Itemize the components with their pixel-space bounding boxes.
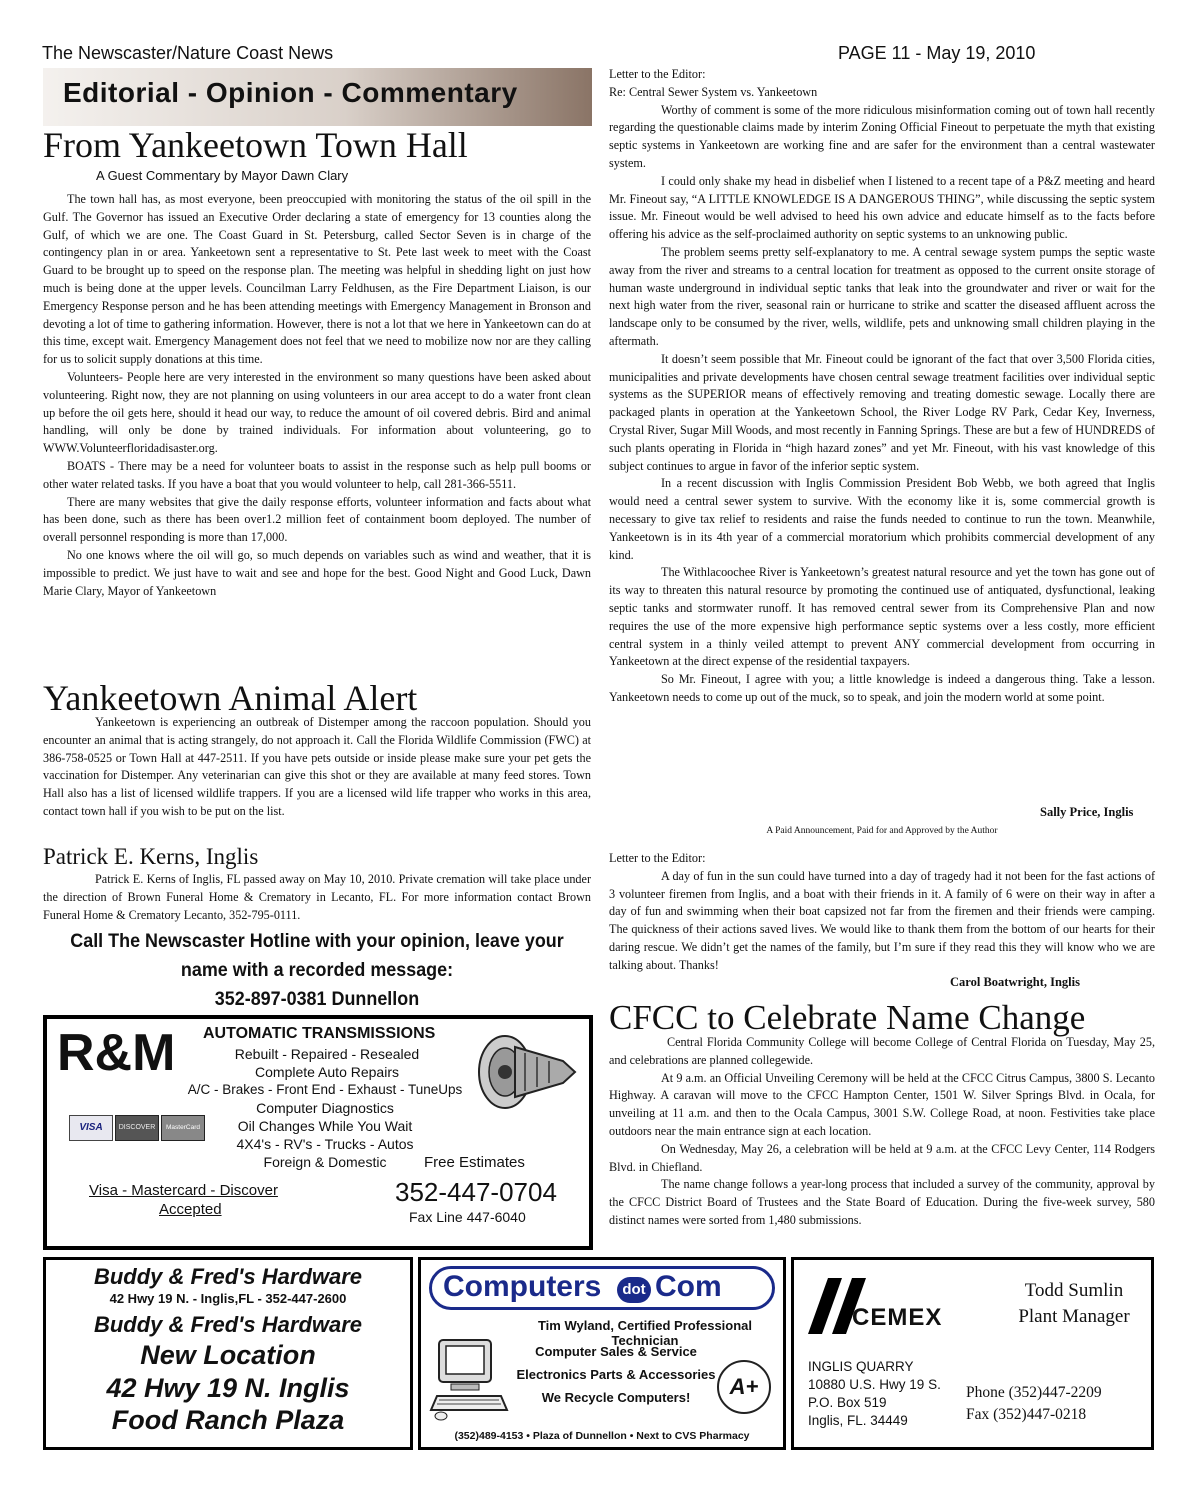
- letter-paragraph: The problem seems pretty self-explanatory to me. A central sewage system pumps the septic waste away from the river and streams to a central location for treatment as opposed to the current onsite storage of human waste underground in individual septic tanks that leak into the groundwater and river or wait for the next high water from the river, seasonal rain or hurricane to strike and scatter the diseased affluent across the landscape only to be consumed by the river, wells, wildlife, pets and unknowing small children playing in the aftermath.: [609, 244, 1155, 348]
- computers-service: We Recycle Computers!: [541, 1390, 691, 1405]
- section-banner-title: Editorial - Opinion - Commentary: [63, 77, 518, 108]
- rm-service: A/C - Brakes - Front End - Exhaust - TuneUps: [187, 1082, 463, 1097]
- rm-free-estimates: Free Estimates: [424, 1154, 525, 1171]
- letter-sewer: [609, 66, 1155, 707]
- hardware-location-address: 42 Hwy 19 N. Inglis: [106, 1373, 350, 1403]
- computers-logo-left: Computers: [443, 1270, 602, 1303]
- rm-service: Oil Changes While You Wait: [237, 1118, 413, 1134]
- obituary-headline: Patrick E. Kerns, Inglis: [43, 844, 259, 869]
- cfcc-article: [609, 1034, 1155, 1230]
- animal-alert-text: Yankeetown is experiencing an outbreak of Distemper among the raccoon population. Should you encounter an animal that is acting strangely, do not approach it. Call the Florida Wildlife Commission (FWC) at 386-758-0525 or Town Hall at 447-2511. If you have pets outside or inside please make sure your pet gets the vaccination for Distemper. Any veterinarian can give this shot or they are available at many feed stores. Town Hall also has a list of licensed wildlife trappers. If you are a licensed wild life trapper who works in this area, contact town hall if you wish to be put on the list.: [43, 715, 591, 818]
- cemex-phone: Phone (352)447-2209: [966, 1384, 1102, 1401]
- rm-transmissions-ad: [43, 1015, 593, 1250]
- letter-paragraph: I could only shake my head in disbelief when I listened to a recent tape of a P&Z meeting and heard Mr. Fineout say, “A LITTLE KNOWLEDGE IS A DANGEROUS THING”, while discussing the septic system issue. Mr. Fineout would be well advised to heed his own advice and educate himself as to the facts before offering his advice as the self-proclaimed authority on septic systems to an unknowing public.: [609, 173, 1155, 242]
- rm-heading: AUTOMATIC TRANSMISSIONS: [203, 1025, 436, 1042]
- rm-fax: Fax Line 447-6040: [409, 1209, 526, 1225]
- hotline-phone: 352-897-0381 Dunnellon: [214, 988, 420, 1010]
- computers-dot-com-ad: [418, 1257, 786, 1450]
- letter-paragraph: Worthy of comment is some of the more ridiculous misinformation coming out of town hall recently regarding the questionable claims made by interim Zoning Official Fineout to perpetuate the myth that existing septic systems in Yankeetown are working fine and are safer for the environment than a central wastewater system.: [609, 102, 1155, 170]
- townhall-headline: From Yankeetown Town Hall: [43, 125, 468, 165]
- hotline-notice: [65, 927, 569, 1014]
- hardware-name: Buddy & Fred's Hardware: [93, 1312, 363, 1337]
- mastercard-card-icon: MasterCard: [161, 1115, 205, 1141]
- a-plus-certified-badge-icon: A+: [717, 1360, 771, 1414]
- letter-paragraph: In a recent discussion with Inglis Commission President Bob Webb, we both agreed that Inglis would need a central sewer system to survive. With the economy like it is, some commercial growth is necessary to give tax relief to residents and raise the funds needed to continue to run the town. Meanwhile, Yankeetown is in its 4th year of a commercial moratorium which prohibits commercial development of any kind.: [609, 476, 1155, 562]
- cemex-fax: Fax (352)447-0218: [966, 1406, 1087, 1423]
- letter-paragraph: The Withlacoochee River is Yankeetown’s greatest natural resource and yet the town has gone out of its way to threaten this natural resource by promoting the continued use of antiquated, dysfunctional, leaking septic tanks and stormwater runoff. It has removed central sewer from its Comprehensive Plan and now requires the use of the more expensive high performance septic systems over a less costly, more efficient central system in a thinly veiled attempt to prevent ANY commercial development from occurring in Yankeetown at the direct expense of the residential taxpayers.: [609, 565, 1155, 669]
- computers-footer: (352)489-4153 • Plaza of Dunnellon • Next to CVS Pharmacy: [454, 1430, 750, 1442]
- cemex-address-line: P.O. Box 519: [808, 1395, 887, 1410]
- computers-service: Electronics Parts & Accessories: [516, 1367, 716, 1382]
- townhall-paragraph: There are many websites that give the daily response efforts, volunteer information and facts about what has been done, such as there has been over1.2 million feet of containment boom deployed. The number of overall personnel responding is more than 17,000.: [43, 494, 591, 545]
- letter-paragraph: It doesn’t seem possible that Mr. Fineout could be ignorant of the fact that over 3,500 Florida cities, municipalities and private developments have chosen central sewage treatment facilities over individual septic systems as the SUPERIOR means of effectively removing and treating domestic sewage. Locally there are packaged plants in operation at the Yankeetown School, the River Lodge RV Park, Cedar Key, Inverness, Crystal River, Sugar Mill Woods, and most recently in Fanning Springs. These are but a few of HUNDREDS of such plants operating in Florida in “high hazard zones” and yet Mr. Fineout, with his vast knowledge of this subject continues to argue in favor of the inferior septic system.: [609, 351, 1155, 473]
- townhall-paragraph: BOATS - There may be a need for volunteer boats to assist in the response such as help pull booms or other water related tasks. If you have a boat that you would volunteer to help, call 281-366-5511.: [43, 458, 591, 491]
- rm-service: 4X4's - RV's - Trucks - Autos: [236, 1136, 414, 1152]
- cemex-address: [808, 1358, 941, 1430]
- computer-icon: [429, 1336, 509, 1422]
- discover-card-icon: DISCOVER: [115, 1115, 159, 1141]
- hardware-address: 42 Hwy 19 N. - Inglis,FL - 352-447-2600: [109, 1291, 347, 1306]
- letter-subject: Re: Central Sewer System vs. Yankeetown: [609, 84, 818, 99]
- letter-salutation: Letter to the Editor:: [609, 67, 706, 81]
- cfcc-paragraph: Central Florida Community College will become College of Central Florida on Tuesday, May 25, and celebrations are planned collegewide.: [609, 1035, 1155, 1067]
- hardware-plaza: Food Ranch Plaza: [111, 1405, 345, 1435]
- cemex-address-line: INGLIS QUARRY: [808, 1359, 914, 1374]
- rm-phone: 352-447-0704: [395, 1177, 557, 1207]
- townhall-paragraph: No one knows where the oil will go, so much depends on variables such as wind and weather, that it is impossible to predict. We just have to wait and see and hope for the best. Good Night and Good Luck, Dawn Marie Clary, Mayor of Yankeetown: [43, 547, 591, 598]
- publication-name: The Newscaster/Nature Coast News: [42, 43, 334, 63]
- computers-services: [503, 1340, 729, 1409]
- cfcc-paragraph: On Wednesday, May 26, a celebration will be held at 9 a.m. at the CFCC Levy Center, 114 Rodgers Blvd. in Chiefland.: [609, 1141, 1155, 1174]
- letter-rescue: [609, 850, 1155, 975]
- hotline-line: Call The Newscaster Hotline with your opinion, leave your: [70, 930, 564, 952]
- letter-signature: Sally Price, Inglis: [1040, 805, 1134, 819]
- townhall-article: [43, 191, 591, 600]
- obituary-text: Patrick E. Kerns of Inglis, FL passed away on May 10, 2010. Private cremation will take place under the direction of Brown Funeral Home & Crematory in Lecanto, FL. For more information contact Brown Funeral Home & Crematory Lecanto, 352-795-0111.: [43, 872, 591, 922]
- cfcc-headline: CFCC to Celebrate Name Change: [609, 998, 1086, 1037]
- hardware-ad: [43, 1257, 413, 1450]
- cemex-contact-title: Plant Manager: [1018, 1306, 1130, 1327]
- cemex-ad: [791, 1257, 1154, 1450]
- transmission-icon: [475, 1029, 579, 1115]
- page-number: PAGE 11 - May 19, 2010: [838, 43, 1036, 63]
- computers-technician: Tim Wyland, Certified Professional Technician: [537, 1318, 753, 1348]
- cfcc-paragraph: The name change follows a year-long process that included a survey of the community, approval by the CFCC District Board of Trustees and the State Board of Education. During the five-week survey, 580 distinct names were sorted from 1,480 submissions.: [609, 1177, 1155, 1227]
- rm-service: Foreign & Domestic: [263, 1154, 387, 1170]
- cemex-logo: CEMEX: [852, 1304, 943, 1331]
- hardware-name: Buddy & Fred's Hardware: [93, 1264, 363, 1289]
- rm-service: Rebuilt - Repaired - Resealed: [234, 1046, 420, 1062]
- letter-signature: Carol Boatwright, Inglis: [950, 975, 1080, 989]
- rm-payment-line: Visa - Mastercard - Discover: [89, 1182, 278, 1199]
- hotline-line: name with a recorded message:: [180, 959, 454, 981]
- letter-paragraph: So Mr. Fineout, I agree with you; a little knowledge is indeed a dangerous thing. Take a lesson. Yankeetown needs to come up out of the muck, so to speak, and join the modern world at some point.: [609, 672, 1155, 704]
- visa-card-icon: VISA: [69, 1115, 113, 1141]
- cfcc-paragraph: At 9 a.m. an Official Unveiling Ceremony will be held at the CFCC Citrus Campus, 3800 S. Lecanto Highway. A caravan will move to the CFCC Hampton Center, 1501 W. Silver Springs Blvd. in Ocala, for unveiling at 11 a.m. and then to the Ocala Campus, 3001 S.W. College Road, at noon. Festivities take place outdoors near the main entrance sign at each location.: [609, 1070, 1155, 1138]
- townhall-paragraph: The town hall has, as most everyone, been preoccupied with monitoring the status of the oil spill in the Gulf. The Governor has issued an Executive Order declaring a state of emergency for 13 counties along the Gulf, of which we are one. The Coast Guard in St. Petersburg, called Sector Seven is in charge of the contingency plan in or area. Yankeetown sent a representative to St. Pete last week to meet with the Coast Guard to be brought up to speed on the response plan. The meeting was helpful in shedding light on just how much is being done at the upper levels. Councilman Larry Feldhusen, as the Fire Department Liaison, is our Emergency Response person and he has been attending meetings with Emergency Management in Bronson and devoting a lot of time to gathering information. However, there is not a lot that we here in Yankeetown can do at this time, except wait. Emergency Management does not feel that we need to mobilize now nor are they calling for us to solicit supply donations at this time.: [43, 192, 591, 367]
- townhall-paragraph: Volunteers- People here are very interested in the environment so many questions have been asked about volunteering. Right now, they are not planning on using volunteers in our area accept to do a water front clean up before the oil gets here, should it head our way, to reduce the amount of oil covered debris. Bird and animal handling, will only be done by trained individuals. For information about volunteering, go to WWW.Volunteerfloridadisaster.org.: [43, 369, 591, 456]
- rm-service: Complete Auto Repairs: [255, 1064, 399, 1080]
- rm-service: Computer Diagnostics: [256, 1100, 394, 1116]
- cemex-address-line: Inglis, FL. 34449: [808, 1413, 908, 1428]
- rm-payment-line: Accepted: [159, 1201, 222, 1218]
- hardware-new-location: New Location: [140, 1340, 316, 1370]
- cemex-address-line: 10880 U.S. Hwy 19 S.: [808, 1377, 941, 1392]
- cemex-contact-name: Todd Sumlin: [1024, 1280, 1124, 1301]
- computers-logo-right: Com: [655, 1270, 722, 1303]
- animal-alert-headline: Yankeetown Animal Alert: [43, 678, 418, 718]
- rm-logo: R&M: [57, 1024, 176, 1082]
- townhall-byline: A Guest Commentary by Mayor Dawn Clary: [96, 168, 349, 183]
- paid-announcement-note: A Paid Announcement, Paid for and Approved by the Author: [766, 826, 998, 836]
- letter-salutation: Letter to the Editor:: [609, 851, 706, 865]
- computers-service: Computer Sales & Service: [535, 1344, 697, 1359]
- computers-logo-dot: dot: [617, 1277, 651, 1303]
- section-banner: [43, 68, 592, 126]
- letter-paragraph: A day of fun in the sun could have turned into a day of tragedy had it not been for the fast actions of 3 volunteer firemen from Inglis, and a boat with their friends in it. A family of 6 were on their way in after a day of fun and swimming when their boat capsized not far from the firemen and their friends were camping. The quickness of their actions saved lives. We would like to thank them from the bottom of our hearts for their daring rescue. We didn’t get the names of the family, but I’m sure if they read this they will know who we are talking about. Thanks!: [609, 868, 1155, 972]
